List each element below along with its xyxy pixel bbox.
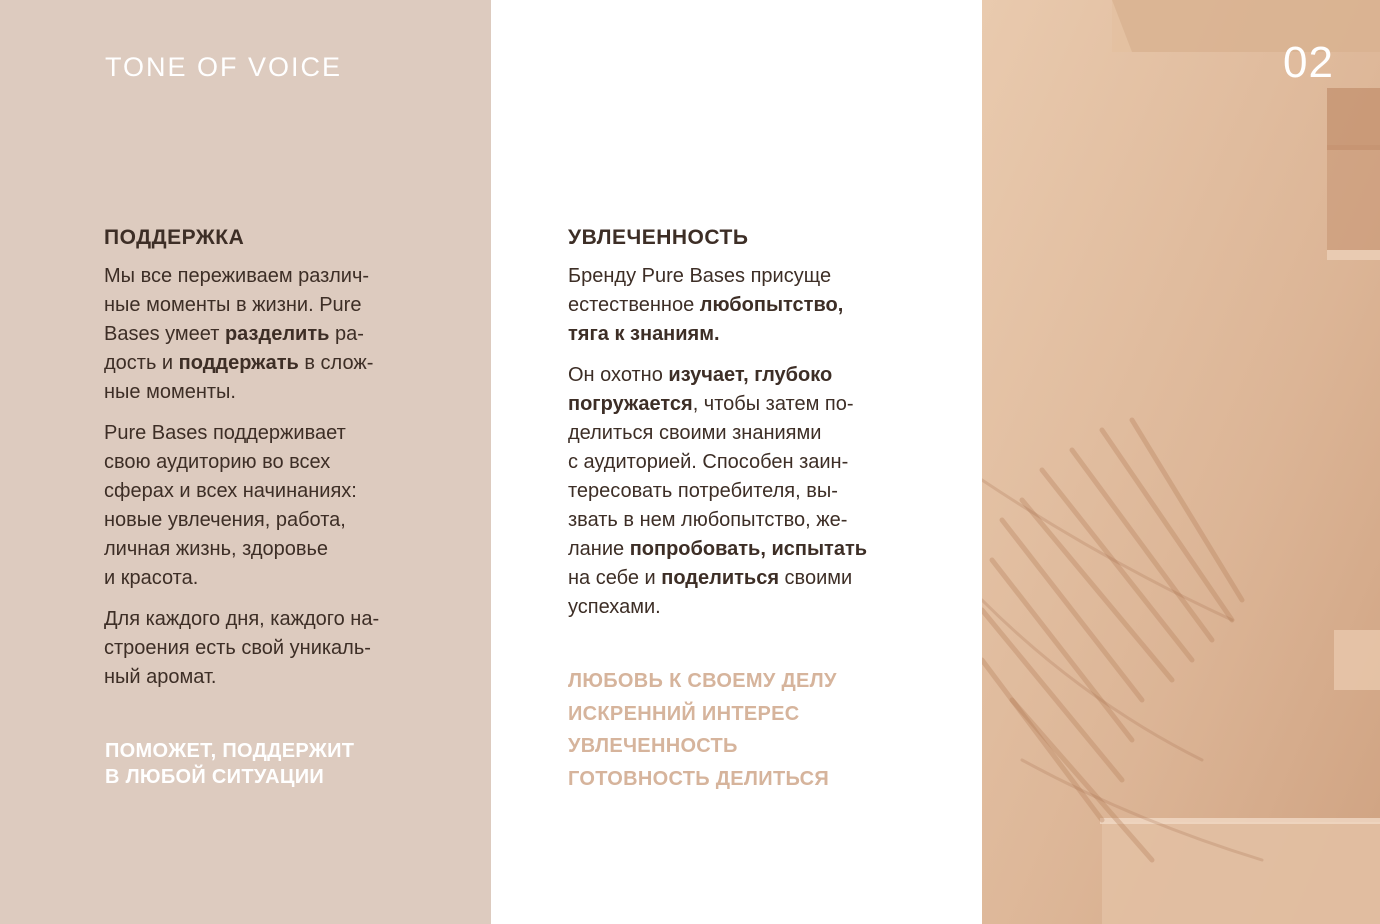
- text-line: лание: [568, 538, 630, 560]
- bold-text: тяга к знаниям.: [568, 323, 720, 345]
- bold-text: разделить: [224, 323, 330, 345]
- text-line: , чтобы затем по-: [692, 393, 854, 415]
- support-tagline: [105, 738, 354, 790]
- section-heading-support: ПОДДЕРЖКА: [104, 226, 245, 249]
- passion-paragraph-1: [568, 262, 888, 349]
- passion-paragraph-2: [568, 361, 888, 622]
- text-line: ные моменты в жизни. Pure: [104, 294, 362, 316]
- text-line: Он охотно: [568, 364, 669, 386]
- text-line: Бренду Pure Bases присуще: [568, 265, 832, 287]
- text-line: своими: [779, 567, 853, 589]
- text-line: сферах и всех начинаниях:: [104, 480, 357, 502]
- text-line: и красота.: [104, 567, 199, 589]
- text-line: личная жизнь, здоровье: [104, 538, 329, 560]
- text-line: ный аромат.: [104, 666, 217, 688]
- text-line: с аудиторией. Способен заин-: [568, 451, 849, 473]
- bold-text: поддержать: [178, 352, 299, 374]
- left-column: [104, 226, 424, 704]
- decorative-photo: [982, 0, 1380, 924]
- text-line: Мы все переживаем различ-: [104, 265, 370, 287]
- support-paragraph-3: [104, 605, 424, 692]
- text-line: тересовать потребителя, вы-: [568, 480, 838, 502]
- support-paragraph-2: [104, 419, 424, 593]
- bold-text: попробовать, испытать: [629, 538, 868, 560]
- text-line: делиться своими знаниями: [568, 422, 822, 444]
- text-line: новые увлечения, работа,: [104, 509, 346, 531]
- bold-text: погружается: [568, 393, 693, 415]
- middle-column: [568, 226, 888, 634]
- passion-keywords: [568, 665, 837, 795]
- text-line: дость и: [104, 352, 179, 374]
- text-line: строения есть свой уникаль-: [104, 637, 371, 659]
- support-paragraph-1: [104, 262, 424, 407]
- text-line: ра-: [329, 323, 364, 345]
- document-title: TONE OF VOICE: [105, 52, 343, 82]
- text-line: ные моменты.: [104, 381, 236, 403]
- stairs-and-palm-shadow-illustration: [982, 0, 1380, 924]
- keyword-item: ИСКРЕННИЙ ИНТЕРЕС: [568, 702, 800, 725]
- text-line: в слож-: [298, 352, 374, 374]
- tagline-line: В ЛЮБОЙ СИТУАЦИИ: [105, 766, 325, 788]
- text-line: звать в нем любопытство, же-: [568, 509, 848, 531]
- keyword-item: УВЛЕЧЕННОСТЬ: [568, 735, 738, 757]
- bold-text: любопытство,: [699, 294, 844, 316]
- keyword-item: ЛЮБОВЬ К СВОЕМУ ДЕЛУ: [568, 670, 837, 692]
- keyword-item: ГОТОВНОСТЬ ДЕЛИТЬСЯ: [568, 767, 830, 790]
- text-line: Pure Bases поддерживает: [104, 422, 346, 444]
- page-number: 02: [1283, 38, 1334, 87]
- text-line: естественное: [568, 294, 700, 316]
- bold-text: изучает, глубоко: [668, 364, 833, 386]
- section-heading-passion: УВЛЕЧЕННОСТЬ: [568, 226, 749, 249]
- text-line: успехами.: [568, 596, 661, 618]
- text-line: на себе и: [568, 567, 662, 589]
- bold-text: поделиться: [661, 567, 779, 589]
- text-line: Для каждого дня, каждого на-: [104, 608, 380, 630]
- tagline-line: ПОМОЖЕТ, ПОДДЕРЖИТ: [105, 740, 355, 762]
- text-line: Bases умеет: [104, 323, 225, 345]
- text-line: свою аудиторию во всех: [104, 451, 331, 473]
